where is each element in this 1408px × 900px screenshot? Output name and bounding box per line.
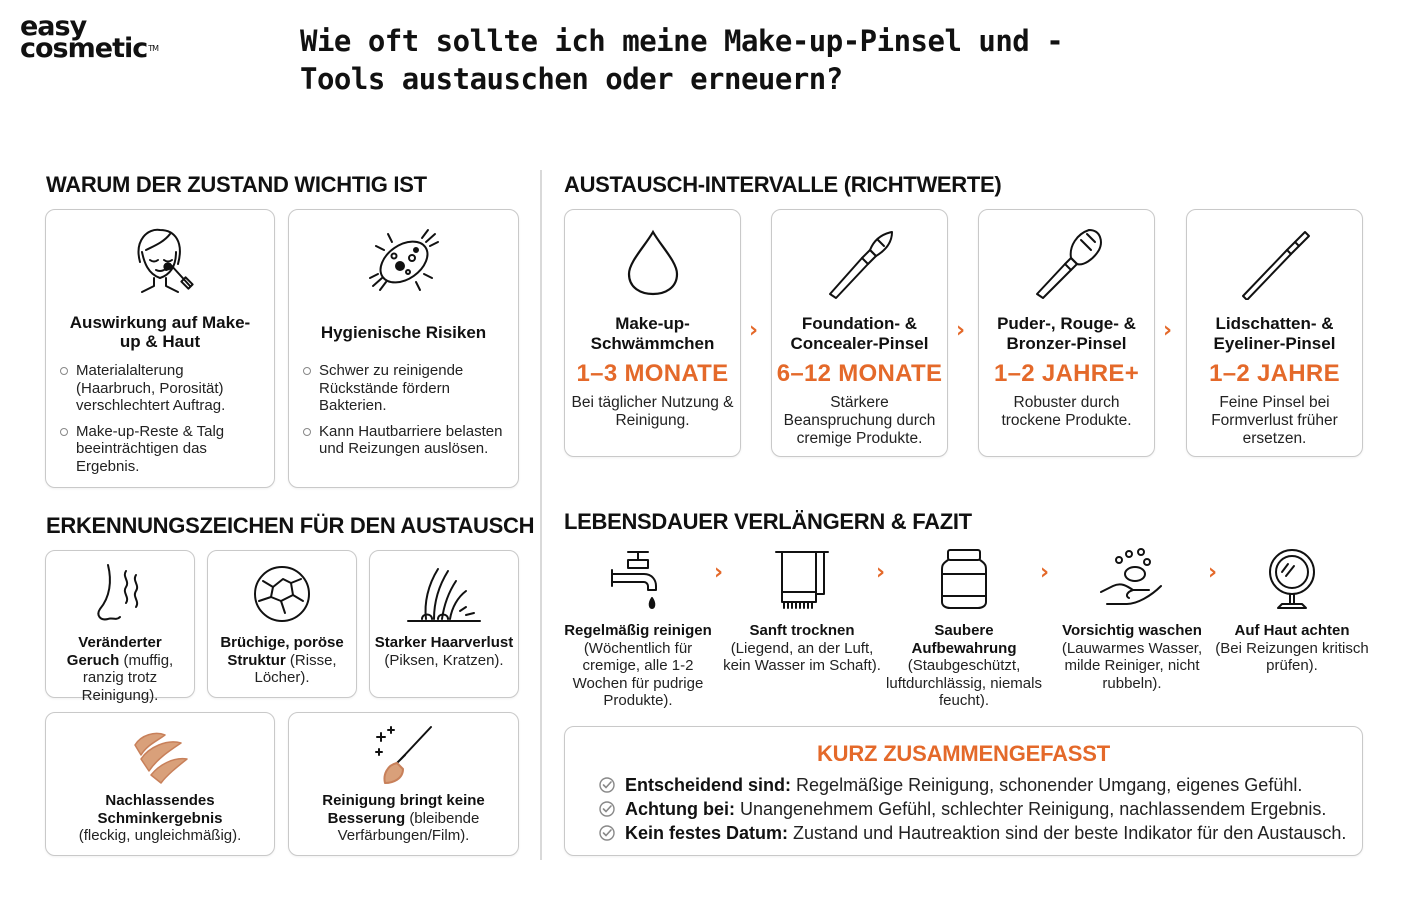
sponge-icon	[623, 228, 683, 298]
brand-logo	[20, 11, 180, 64]
interval-card-eyeliner	[1186, 209, 1363, 457]
summary-box	[564, 726, 1363, 856]
chevron-right-icon: ›	[1163, 318, 1173, 343]
step-text: Vorsichtig waschen (Lauwarmes Wasser, milde Reiniger, nicht rubbeln).	[1061, 622, 1203, 692]
summary-item: Achtung bei: Unangenehmem Gefühl, schlechter Reinigung, nachlassendem Ergebnis.	[599, 797, 1352, 821]
interval-value: 1–2 JAHRE+	[993, 360, 1140, 387]
summary-item: Entscheidend sind: Regelmäßige Reinigung, schonender Umgang, eigenes Gefühl.	[599, 773, 1352, 797]
mirror-icon	[1264, 546, 1320, 612]
chevron-right-icon: ›	[956, 318, 966, 343]
interval-value: 6–12 MONATE	[776, 360, 943, 387]
chevron-right-icon: ›	[1040, 560, 1050, 585]
step-text: Regelmäßig reinigen (Wöchentlich für cremige, alle 1-2 Wochen für pudrige Produkte).	[564, 622, 712, 709]
washing-hands-icon	[1097, 546, 1167, 612]
interval-card-foundation	[771, 209, 948, 457]
interval-desc: Bei täglicher Nutzung & Reinigung.	[571, 394, 734, 429]
towel-icon	[772, 546, 832, 612]
faucet-icon	[608, 546, 668, 612]
bacteria-icon	[364, 224, 444, 300]
sign-text: Starker Haarverlust (Piksen, Kratzen).	[374, 634, 514, 669]
chevron-right-icon: ›	[1208, 560, 1218, 585]
nose-smell-icon	[90, 561, 150, 627]
check-circle-icon	[599, 801, 615, 817]
list-item: Materialalterung (Haarbruch, Porosität) verschlechtert Auftrag.	[60, 362, 266, 415]
card-title: Auswirkung auf Make-up & Haut	[69, 313, 251, 351]
list-item: Schwer zu reinigende Rückstände fördern Bakterien.	[303, 362, 510, 415]
bullet-circle-icon	[60, 428, 68, 436]
face-brush-icon	[120, 222, 200, 304]
sign-text: Veränderter Geruch (muffig, ranzig trotz Reinigung).	[66, 634, 174, 704]
list-item: Kann Hautbarriere belasten und Reizungen auslösen.	[303, 423, 510, 458]
sign-card-result	[45, 712, 275, 856]
interval-desc: Robuster durch trockene Produkte.	[1001, 394, 1132, 429]
step-text: Sanft trocknen (Liegend, an der Luft, kein Wasser im Schaft).	[723, 622, 881, 674]
foundation-brush-icon	[822, 226, 898, 300]
sign-text: Nachlassendes Schminkergebnis (fleckig, ungleichmäßig).	[78, 792, 242, 844]
summary-title: KURZ ZUSAMMENGEFASST	[816, 741, 1110, 766]
section-title-extend: LEBENSDAUER VERLÄNGERN & FAZIT	[564, 509, 972, 534]
sign-card-smell	[45, 550, 195, 704]
interval-value: 1–3 MONATE	[576, 360, 729, 387]
eyeliner-brush-icon	[1237, 226, 1313, 300]
brand-trademark: TM	[148, 44, 159, 53]
summary-item: Kein festes Datum: Zustand und Hautreaktion sind der beste Indikator für den Austausch.	[599, 821, 1352, 845]
list-item: Make-up-Reste & Talg beeinträchtigen das Ergebnis.	[60, 423, 266, 476]
interval-title: Lidschatten- & Eyeliner-Pinsel	[1213, 314, 1336, 353]
why-card-impact	[45, 209, 275, 488]
interval-desc: Stärkere Beanspruchung durch cremige Produkte.	[783, 394, 936, 447]
brand-line-1: easy	[20, 11, 87, 42]
chevron-right-icon: ›	[714, 560, 724, 585]
interval-desc: Feine Pinsel bei Formverlust früher ersetzen.	[1211, 394, 1338, 447]
sign-text: Brüchige, poröse Struktur (Risse, Löcher).	[220, 634, 344, 686]
sign-text: Reinigung bringt keine Besserung (bleibende Verfärbungen/Film).	[322, 792, 485, 844]
makeup-smear-icon	[127, 725, 193, 785]
sign-card-cleaning	[288, 712, 519, 856]
bullet-circle-icon	[303, 428, 311, 436]
interval-card-powder	[978, 209, 1155, 457]
bullet-circle-icon	[303, 367, 311, 375]
sign-card-hairloss	[369, 550, 519, 698]
column-divider	[540, 170, 542, 860]
section-title-signs: ERKENNUNGSZEICHEN FÜR DEN AUSTAUSCH	[46, 513, 535, 538]
check-circle-icon	[599, 777, 615, 793]
section-title-intervals: AUSTAUSCH-INTERVALLE (RICHTWERTE)	[564, 172, 1002, 197]
interval-value: 1–2 JAHRE	[1209, 360, 1340, 387]
hair-loss-icon	[404, 563, 484, 625]
check-circle-icon	[599, 825, 615, 841]
interval-title: Puder-, Rouge- & Bronzer-Pinsel	[997, 314, 1136, 353]
step-text: Saubere Aufbewahrung (Staubgeschützt, luftdurchlässig, niemals feucht).	[886, 622, 1042, 709]
why-card-hygiene	[288, 209, 519, 488]
chevron-right-icon: ›	[876, 560, 886, 585]
chevron-right-icon: ›	[749, 318, 759, 343]
summary-list	[599, 773, 1352, 845]
sparkle-brush-icon	[371, 723, 437, 787]
interval-title: Foundation- & Concealer-Pinsel	[790, 314, 929, 353]
interval-title: Make-up-Schwämmchen	[590, 314, 715, 353]
jar-icon	[936, 546, 992, 612]
page-title: Wie oft sollte ich meine Make-up-Pinsel und -Tools austauschen oder erneuern?	[300, 24, 1064, 96]
bullet-list	[60, 362, 266, 483]
card-title: Hygienische Risiken	[320, 323, 487, 342]
bullet-list	[303, 362, 510, 466]
interval-card-sponge	[564, 209, 741, 457]
brand-line-2: cosmetic	[20, 33, 148, 64]
powder-brush-icon	[1029, 226, 1105, 300]
bullet-circle-icon	[60, 367, 68, 375]
sign-card-structure	[207, 550, 357, 698]
section-title-why: WARUM DER ZUSTAND WICHTIG IST	[46, 172, 427, 197]
step-text: Auf Haut achten (Bei Reizungen kritisch prüfen).	[1215, 622, 1369, 674]
cracked-ball-icon	[251, 563, 313, 625]
